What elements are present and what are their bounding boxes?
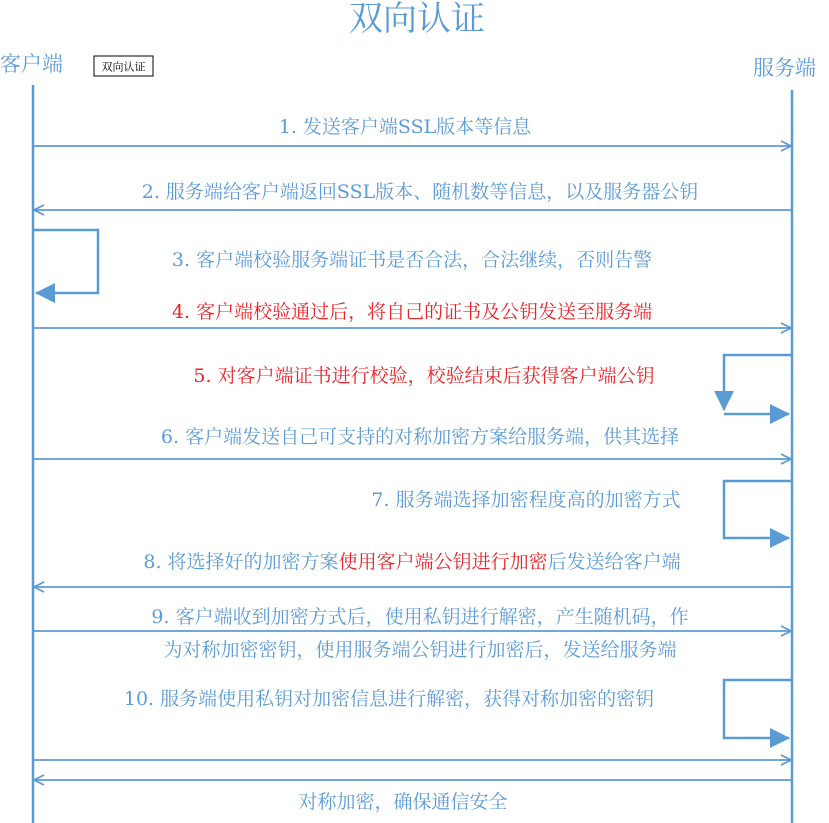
step7-segment-0: 7. 服务端选择加密程度高的加密方式 (371, 489, 681, 511)
label-step5 (193, 365, 654, 387)
label-step1 (279, 116, 532, 138)
step10-segment-0: 10. 服务端使用私钥对加密信息进行解密，获得对称加密的密钥 (123, 688, 655, 710)
self-arrow-step3 (33, 230, 98, 293)
step9a-segment-0: 9. 客户端收到加密方式后，使用私钥进行解密，产生随机码，作 (151, 606, 689, 628)
label-step7 (371, 489, 680, 511)
step1-segment-0: 1. 发送客户端SSL版本等信息 (278, 116, 532, 138)
client-label: 客户端 (0, 52, 63, 76)
label-step3 (172, 249, 652, 271)
step8-segment-2: 后发送给客户端 (547, 551, 681, 573)
diagram-title: 双向认证 (349, 0, 485, 39)
self-arrow-step5 (724, 355, 792, 410)
step4-segment-0: 4. 客户端校验通过后，将自己的证书及公钥发送至服务端 (171, 301, 653, 323)
label-step2 (142, 181, 699, 203)
label-step9b (163, 639, 676, 661)
label-step8 (143, 551, 680, 573)
label-step6 (161, 426, 679, 448)
step2-segment-0: 2. 服务端给客户端返回SSL版本、随机数等信息，以及服务器公钥 (141, 181, 699, 203)
self-arrow-step10 (724, 680, 792, 738)
step8-segment-1: 使用客户端公钥进行加密 (338, 551, 548, 573)
step6-segment-0: 6. 客户端发送自己可支持的对称加密方案给服务端，供其选择 (160, 426, 680, 448)
server-label: 服务端 (753, 56, 816, 80)
step5-segment-0: 5. 对客户端证书进行校验，校验结束后获得客户端公钥 (193, 365, 655, 387)
badge-label: 双向认证 (101, 61, 146, 74)
label-final (298, 791, 507, 813)
step9b-segment-0: 为对称加密密钥，使用服务端公钥进行加密后，发送给服务端 (163, 639, 677, 661)
label-step4 (172, 301, 652, 323)
step8-segment-0: 8. 将选择好的加密方案 (143, 551, 339, 573)
label-step10 (124, 688, 654, 710)
final-segment-0: 对称加密，确保通信安全 (298, 791, 508, 813)
self-arrow-step7 (724, 481, 792, 538)
label-step9a (151, 606, 688, 628)
step3-segment-0: 3. 客户端校验服务端证书是否合法，合法继续，否则告警 (171, 249, 653, 271)
